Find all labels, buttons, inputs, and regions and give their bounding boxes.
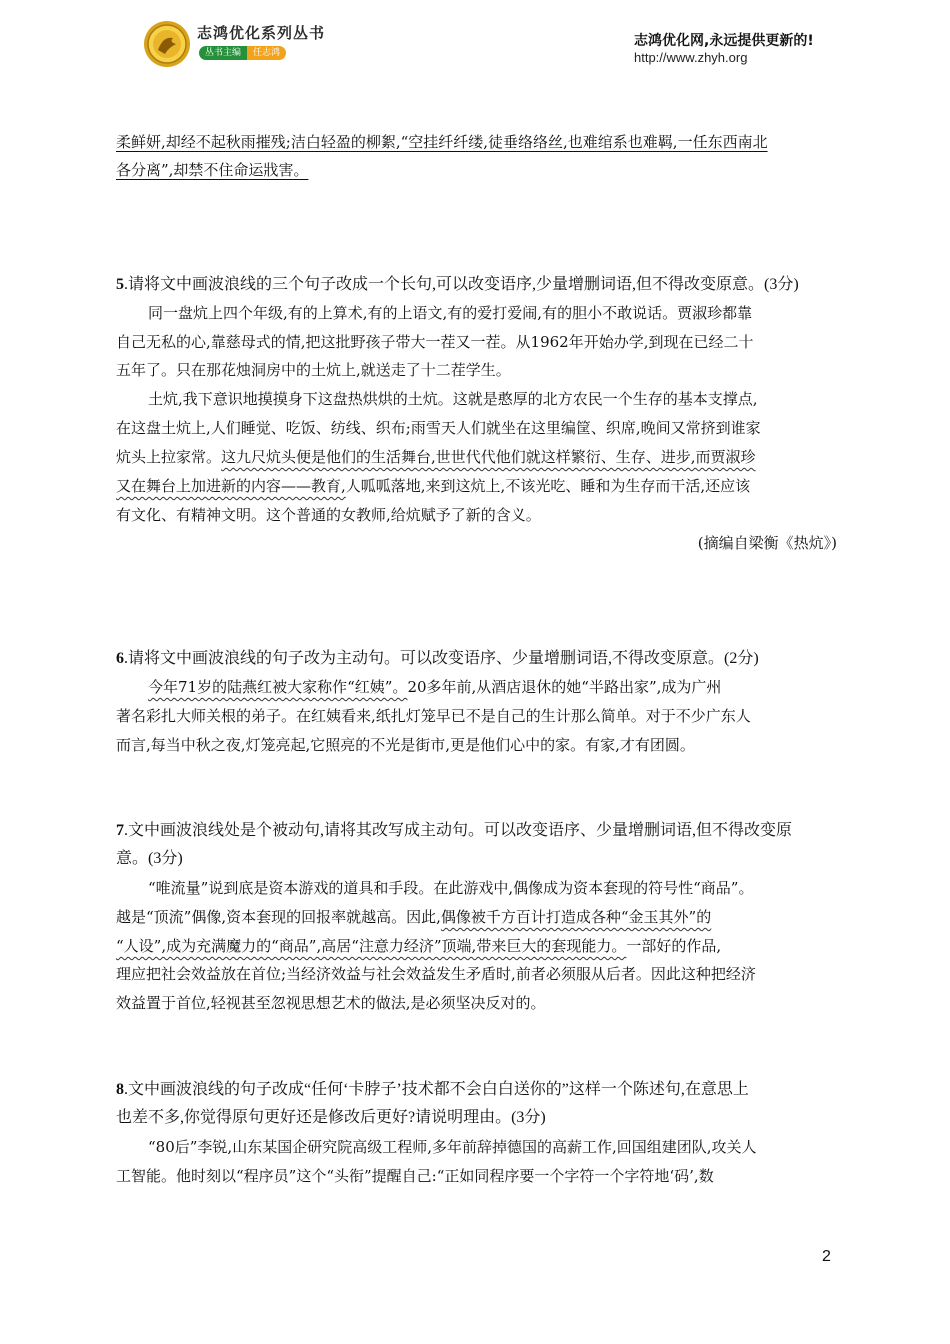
crane-logo-icon <box>143 20 191 68</box>
q5-passage-line: 五年了。只在那花烛洞房中的土炕上,就送走了十二茬学生。 <box>116 361 511 379</box>
q7-passage-line <box>116 906 838 928</box>
question-8-number: 8 <box>116 1081 124 1098</box>
editor-label: 丛书主编 <box>199 46 247 60</box>
q5-plain-text: 炕头上拉家常。 <box>116 448 222 466</box>
q5-source: (摘编自梁衡《热炕》) <box>697 534 837 552</box>
question-6-number: 6 <box>116 650 124 667</box>
q6-wavy-sentence: 今年71岁的陆燕红被大家称作“红姨”。 <box>148 678 408 696</box>
editor-badge <box>199 46 286 60</box>
q5-wavy-sentence: 这九尺炕头便是他们的生活舞台,世世代代他们就这样繁衍、生存、进步,而贾淑珍 <box>221 448 756 466</box>
brand-title: 志鸿优化系列丛书 <box>197 24 326 42</box>
q7-passage-line: 理应把社会效益放在首位;当经济效益与社会效益发生矛盾时,前者必须服从后者。因此这种把经济 <box>116 965 756 983</box>
q7-plain-text: 一部好的作品, <box>626 937 722 955</box>
question-8 <box>116 1079 838 1101</box>
q5-passage-line: 有文化、有精神文明。这个普通的女教师,给炕赋予了新的含义。 <box>116 506 541 524</box>
q5-plain-text: 人呱呱落地,来到这炕上,不该光吃、睡和为生存而干活,还应该 <box>345 477 751 495</box>
q5-passage-line <box>116 475 838 497</box>
question-5 <box>116 274 838 296</box>
site-url-link[interactable]: http://www.zhyh.org <box>634 50 748 65</box>
question-6-text: .请将文中画波浪线的句子改为主动句。可以改变语序、少量增删词语,不得改变原意。(2分) <box>124 650 759 667</box>
q7-wavy-sentence: 偶像被千方百计打造成各种“金玉其外”的 <box>440 908 712 926</box>
question-8-text: .文中画波浪线的句子改成“任何‘卡脖子’技术都不会白白送你的”这样一个陈述句,在意思上 <box>124 1081 749 1098</box>
intro-line-1: 柔鲜妍,却经不起秋雨摧残;洁白轻盈的柳絮,“空挂纤纤缕,徒垂络络丝,也难绾系也难羁,一任东西南北 <box>116 133 768 151</box>
editor-name: 任志鸿 <box>247 46 286 60</box>
question-5-number: 5 <box>116 276 124 293</box>
q5-passage-line: 自己无私的心,靠慈母式的情,把这批野孩子带大一茬又一茬。从1962年开始办学,到现在已经二十 <box>116 333 754 351</box>
q7-passage-line: 效益置于首位,轻视甚至忽视思想艺术的做法,是必须坚决反对的。 <box>116 994 546 1012</box>
q5-passage-line: 同一盘炕上四个年级,有的上算术,有的上语文,有的爱打爱闹,有的胆小不敢说话。贾淑珍都靠 <box>148 304 753 322</box>
question-7-text: .文中画波浪线处是个被动句,请将其改写成主动句。可以改变语序、少量增删词语,但不得改变原 <box>124 822 793 839</box>
question-7-cont: 意。(3分) <box>116 850 183 867</box>
q5-passage-line: 在这盘土炕上,人们睡觉、吃饭、纺线、织布;雨雪天人们就坐在这里编筐、织席,晚间又常挤到谁家 <box>116 419 761 437</box>
page-header <box>0 0 950 80</box>
header-slogan: 志鸿优化网,永远提供更新的! <box>634 33 814 49</box>
question-6 <box>116 648 838 670</box>
q5-passage-line: 土炕,我下意识地摸摸身下这盘热烘烘的土炕。这就是憨厚的北方农民一个生存的基本支撑点, <box>148 390 758 408</box>
q6-plain-text: 20多年前,从酒店退休的她“半路出家”,成为广州 <box>407 678 722 696</box>
intro-line-2: 各分离”,却禁不住命运戕害。 <box>116 161 309 179</box>
question-7 <box>116 820 838 842</box>
q6-passage-line: 而言,每当中秋之夜,灯笼亮起,它照亮的不光是街市,更是他们心中的家。有家,才有团圆。 <box>116 736 695 754</box>
q5-wavy-sentence: 又在舞台上加进新的内容——教育, <box>116 477 346 495</box>
q5-passage-line <box>116 446 838 468</box>
question-5-text: .请将文中画波浪线的三个句子改成一个长句,可以改变语序,少量增删词语,但不得改变原意。(3分) <box>124 276 799 293</box>
page-number: 2 <box>822 1248 831 1265</box>
q8-passage-line: “80后”李锐,山东某国企研究院高级工程师,多年前辞掉德国的高薪工作,回国组建团队,攻关人 <box>148 1138 757 1156</box>
q6-passage-line: 著名彩扎大师关根的弟子。在红姨看来,纸扎灯笼早已不是自己的生计那么简单。对于不少广东人 <box>116 707 751 725</box>
q7-wavy-sentence: “人设”,成为充满魔力的“商品”,高居“注意力经济”顶端,带来巨大的套现能力。 <box>116 937 627 955</box>
q7-passage-line <box>116 935 838 957</box>
question-7-number: 7 <box>116 822 124 839</box>
q7-plain-text: 越是“顶流”偶像,资本套现的回报率就越高。因此, <box>116 908 441 926</box>
q7-passage-line: “唯流量”说到底是资本游戏的道具和手段。在此游戏中,偶像成为资本套现的符号性“商品”。 <box>148 879 754 897</box>
q6-passage-line <box>116 676 870 698</box>
question-8-cont: 也差不多,你觉得原句更好还是修改后更好?请说明理由。(3分) <box>116 1109 546 1126</box>
q8-passage-line: 工智能。他时刻以“程序员”这个“头衔”提醒自己:“正如同程序要一个字符一个字符地‘码’,数 <box>116 1167 714 1185</box>
